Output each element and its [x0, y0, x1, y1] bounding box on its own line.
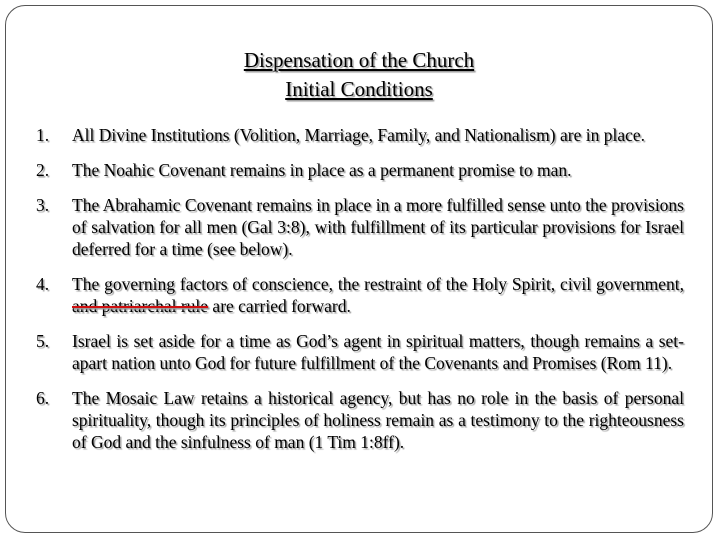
list-item-6: [36, 387, 684, 453]
item-number: 5.: [36, 331, 50, 351]
struck-text: and patriarchal rule: [72, 296, 209, 316]
item-text: All Divine Institutions (Volition, Marriage, Family, and Nationalism) are in place.: [72, 125, 646, 145]
slide-frame: [5, 5, 713, 533]
item-text-before: The governing factors of conscience, the restraint of the Holy Spirit, civil government,: [72, 274, 684, 294]
item-text: The Noahic Covenant remains in place as a permanent promise to man.: [72, 160, 572, 180]
item-text: The Abrahamic Covenant remains in place in a more fulfilled sense unto the provisions of salvation for all men (Gal 3:8), with fulfillment of its particular provisions for Israel deferred for a time (see below).: [72, 195, 684, 259]
item-text: [72, 273, 684, 317]
title-line-2: Initial Conditions: [285, 77, 433, 101]
list-item-2: [36, 159, 684, 181]
list-item-3: [36, 194, 684, 260]
item-number: 2.: [36, 160, 50, 180]
title-line-1: Dispensation of the Church: [243, 48, 475, 72]
item-number: 6.: [36, 388, 50, 408]
item-number: 1.: [36, 125, 50, 145]
item-text: The Mosaic Law retains a historical agency, but has no role in the basis of personal spirituality, though its principles of holiness remain as a testimony to the righteousness of God and the sinfulness of man (1 Tim 1:8ff).: [72, 388, 684, 452]
list-item-4: [36, 273, 684, 317]
item-text: Israel is set aside for a time as God’s agent in spiritual matters, though remains a set-apart nation unto God for future fulfillment of the Covenants and Promises (Rom 11).: [72, 331, 684, 373]
list-item-5: [36, 330, 684, 374]
slide-title: [6, 46, 712, 104]
item-text-after: are carried forward.: [208, 296, 351, 316]
list-item-1: [36, 124, 684, 146]
conditions-list: [36, 124, 684, 466]
item-number: 3.: [36, 195, 50, 215]
item-number: 4.: [36, 274, 50, 294]
